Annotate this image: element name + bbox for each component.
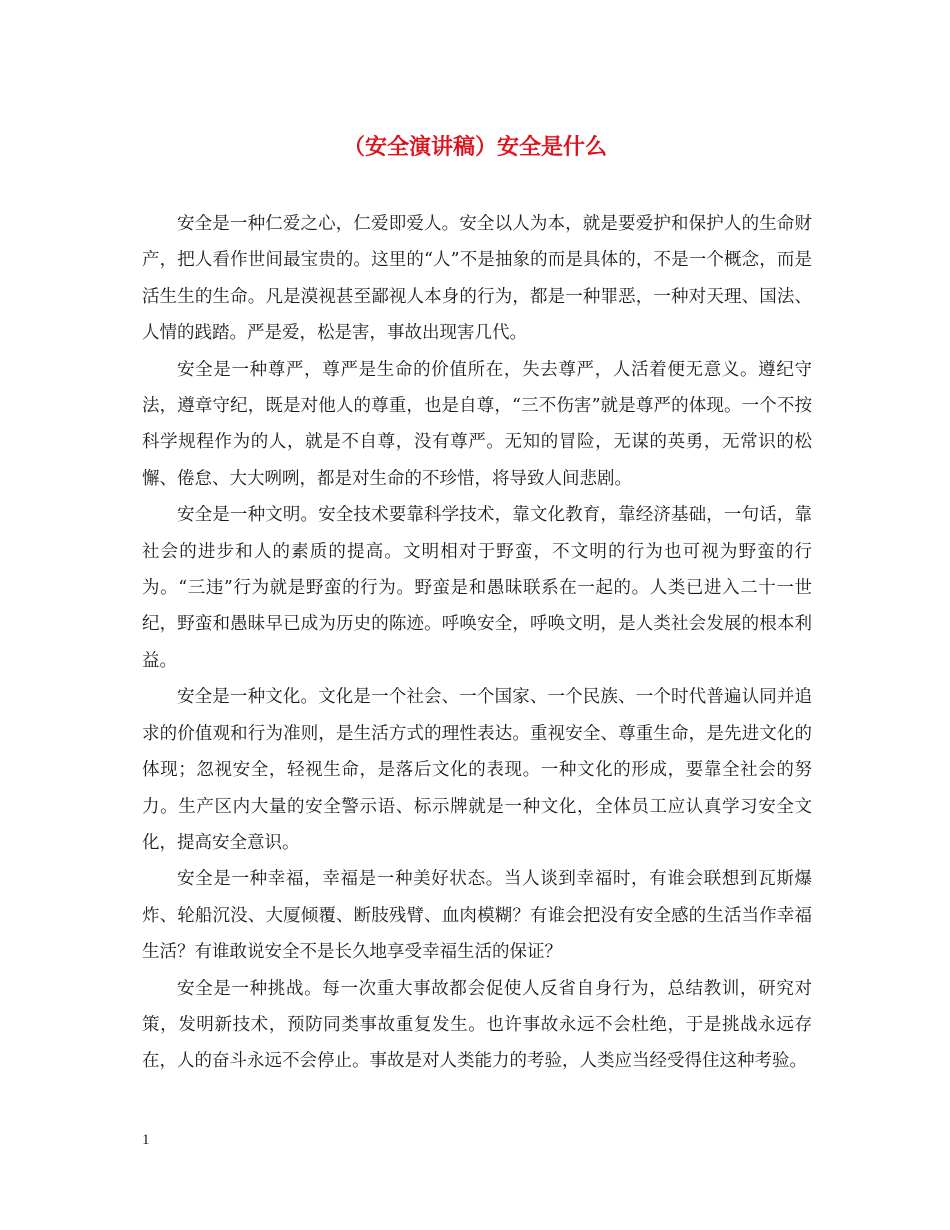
paragraph-challenge: 安全是一种挑战。每一次重大事故都会促使人反省自身行为，总结教训，研究对策，发明新技术，预防同类事故重复发生。也许事故永远不会杜绝，于是挑战永远存在，人的奋斗永远不会停止。事故是对人类能力的考验，人类应当经受得住这种考验。 bbox=[142, 978, 812, 1072]
paragraph-culture: 安全是一种文化。文化是一个社会、一个国家、一个民族、一个时代普遍认同并追求的价值观和行为准则，是生活方式的理性表达。重视安全、尊重生命，是先进文化的体现；忽视安全，轻视生命，是落后文化的表现。一种文化的形成，要靠全社会的努力。生产区内大量的安全警示语、标示牌就是一种文化，全体员工应认真学习安全文化，提高安全意识。 bbox=[142, 687, 812, 853]
page-number: 1 bbox=[142, 1132, 150, 1148]
paragraph-civilization: 安全是一种文明。安全技术要靠科学技术，靠文化教育，靠经济基础，一句话，靠社会的进步和人的素质的提高。文明相对于野蛮，不文明的行为也可视为野蛮的行为。“三违”行为就是野蛮的行为。野蛮是和愚昧联系在一起的。人类已进入二十一世纪，野蛮和愚昧早已成为历史的陈迹。呼唤安全，呼唤文明，是人类社会发展的根本利益。 bbox=[142, 505, 812, 671]
document-title: （安全演讲稿）安全是什么 bbox=[342, 134, 607, 160]
paragraph-dignity: 安全是一种尊严，尊严是生命的价值所在，失去尊严，人活着便无意义。遵纪守法，遵章守纪，既是对他人的尊重，也是自尊，“三不伤害”就是尊严的体现。一个不按科学规程作为的人，就是不自尊，没有尊严。无知的冒险，无谋的英勇，无常识的松懈、倦怠、大大咧咧，都是对生命的不珍惜，将导致人间悲剧。 bbox=[142, 359, 812, 489]
document-body bbox=[142, 206, 812, 1080]
paragraph-benevolence: 安全是一种仁爱之心，仁爱即爱人。安全以人为本，就是要爱护和保护人的生命财产，把人看作世间最宝贵的。这里的“人”不是抽象的而是具体的，不是一个概念，而是活生生的生命。凡是漠视甚至鄙视人本身的行为，都是一种罪恶，一种对天理、国法、人情的践踏。严是爱，松是害，事故出现害几代。 bbox=[142, 214, 812, 344]
paragraph-happiness: 安全是一种幸福，幸福是一种美好状态。当人谈到幸福时，有谁会联想到瓦斯爆炸、轮船沉没、大厦倾覆、断肢残臂、血肉模糊？有谁会把没有安全感的生活当作幸福生活？有谁敢说安全不是长久地享受幸福生活的保证？ bbox=[142, 869, 812, 963]
